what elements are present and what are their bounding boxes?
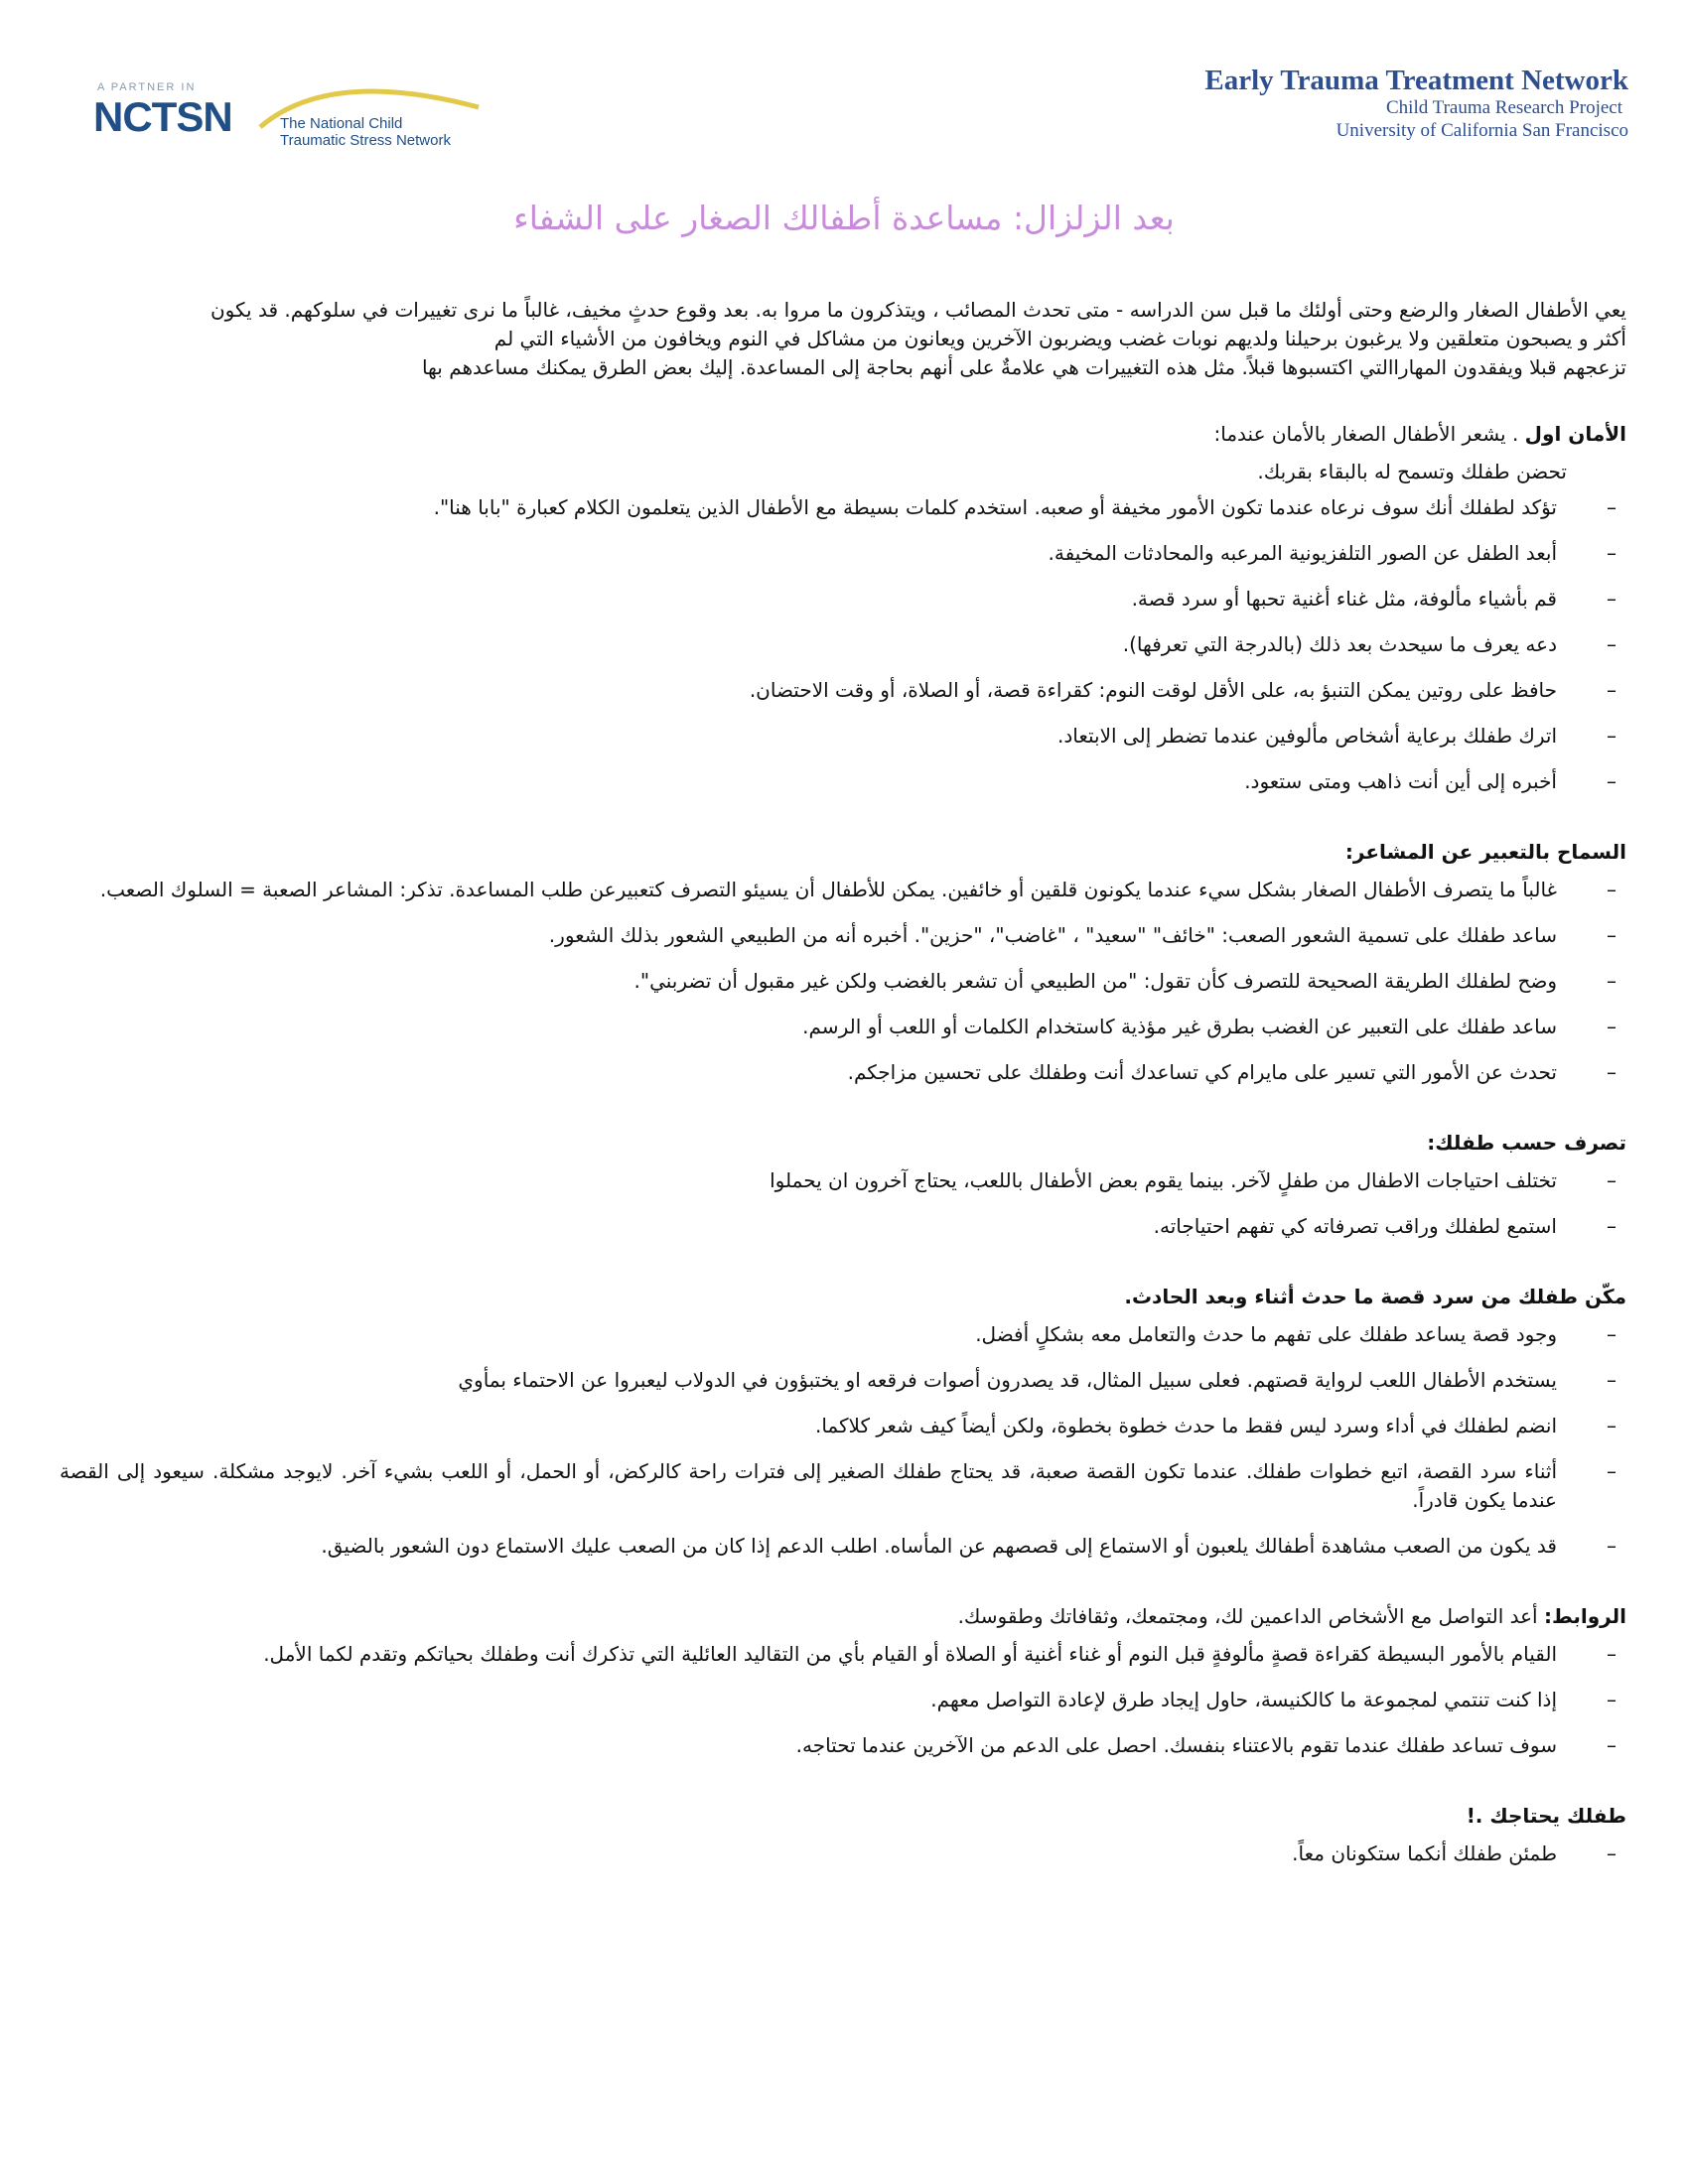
list-item-text: انضم لطفلك في أداء وسرد ليس فقط ما حدث خطوة بخطوة، ولكن أيضاً كيف شعر كلاكما. — [814, 1414, 1557, 1437]
dash-bullet-icon: – — [1607, 632, 1617, 656]
sections-container — [60, 420, 1626, 1868]
list-item — [60, 876, 1626, 904]
list-item-text: أثناء سرد القصة، اتبع خطوات طفلك. عندما تكون القصة صعبة، قد يحتاج طفلك الصغير إلى فترات راحة كالركض، أو الحمل، أو اللعب بشيء آخر. لايوجد مشكلة. سيعود إلى القصة عندما يكون قادراً. — [60, 1459, 1557, 1512]
logo-wordmark: NCTSN — [93, 93, 232, 140]
logo-partner-text: A PARTNER IN — [97, 81, 197, 93]
list-item-text: حافظ على روتين يمكن التنبؤ به، على الأقل لوقت النوم: كقراءة قصة، أو الصلاة، أو وقت الاحتضان. — [749, 678, 1557, 702]
section-heading-bold: طفلك يحتاجك .! — [1466, 1804, 1626, 1828]
dash-bullet-icon: – — [1607, 1322, 1617, 1346]
list-item-text: قم بأشياء مألوفة، مثل غناء أغنية تحبها أو سرد قصة. — [1131, 587, 1557, 611]
list-item-text: طمئن طفلك أنكما ستكونان معاً. — [1292, 1842, 1557, 1865]
document-body — [60, 296, 1626, 1885]
list-item — [60, 676, 1626, 705]
dash-bullet-icon: – — [1607, 1842, 1617, 1865]
section-heading-bold: مكّن طفلك من سرد قصة ما حدث أثناء وبعد الحادث. — [1124, 1285, 1626, 1308]
dash-bullet-icon: – — [1607, 495, 1617, 519]
bullet-list — [60, 1840, 1626, 1868]
list-item — [60, 1320, 1626, 1349]
list-item — [60, 1166, 1626, 1195]
section-heading-text: أعد التواصل مع الأشخاص الداعمين لك، ومجتمعك، وثقافاتك وطقوسك. — [957, 1604, 1544, 1628]
list-item — [60, 1532, 1626, 1561]
network-header — [1033, 64, 1628, 143]
list-item-text: تؤكد لطفلك أنك سوف نرعاه عندما تكون الأمور مخيفة أو صعبه. استخدم كلمات بسيطة مع الأطفال الذين يتعلمون الكلام كعبارة "بابا هنا". — [433, 495, 1557, 519]
list-item-text: أخبره إلى أين أنت ذاهب ومتى ستعود. — [1244, 769, 1557, 793]
dash-bullet-icon: – — [1607, 541, 1617, 565]
list-item-text: قد يكون من الصعب مشاهدة أطفالك يلعبون أو الاستماع إلى قصصهم عن المأساه. اطلب الدعم إذا كان من الصعب عليك الاستماع دون الشعور بالضيق. — [321, 1534, 1557, 1558]
dash-bullet-icon: – — [1607, 1060, 1617, 1084]
bullet-list — [60, 1166, 1626, 1241]
bullet-list — [60, 876, 1626, 1087]
dash-bullet-icon: – — [1607, 1414, 1617, 1437]
dash-bullet-icon: – — [1607, 724, 1617, 748]
list-item — [60, 722, 1626, 751]
list-item-text: ساعد طفلك على التعبير عن الغضب بطرق غير مؤذية كاستخدام الكلمات أو اللعب أو الرسم. — [802, 1015, 1557, 1038]
dash-bullet-icon: – — [1607, 1642, 1617, 1666]
network-title: Early Trauma Treatment Network — [1204, 65, 1628, 96]
section-heading-bold: تصرف حسب طفلك: — [1427, 1131, 1626, 1155]
dash-bullet-icon: – — [1607, 1459, 1617, 1483]
list-item — [60, 1366, 1626, 1395]
list-item — [60, 1457, 1626, 1515]
list-item-text: تختلف احتياجات الاطفال من طفلٍ لآخر. بينما يقوم بعض الأطفال باللعب، يحتاج آخرون ان يحملوا — [770, 1168, 1557, 1192]
list-item-text: دعه يعرف ما سيحدث بعد ذلك (بالدرجة التي تعرفها). — [1122, 632, 1557, 656]
list-item — [60, 1013, 1626, 1041]
list-item — [60, 493, 1626, 522]
section-heading-bold: الروابط: — [1543, 1604, 1626, 1628]
list-item — [60, 967, 1626, 996]
list-item-text: تحدث عن الأمور التي تسير على مايرام كي تساعدك أنت وطفلك على تحسين مزاجكم. — [847, 1060, 1557, 1084]
list-item-text: استمع لطفلك وراقب تصرفاته كي تفهم احتياجاته. — [1153, 1214, 1557, 1238]
university-name: University of California San Francisco — [1336, 120, 1628, 141]
intro-paragraph: يعي الأطفال الصغار والرضع وحتى أولئك ما قبل سن الدراسه - متى تحدث المصائب ، ويتذكرون ما مروا به. بعد وقوع حدثٍ مخيف، غالباً ما نرى تغييرات في سلوكهم. قد يكون أكثر و يصبحون متعلقين ولا يرغبون برحيلنا ولديهم نوبات غضب ويضربون الآخرين ويعانون من مشاكل في النوم ويخافون من الأشياء التي لم تزعجهم قبلا ويفقدون المهاراالتي اكتسبوها قبلاً. مثل هذه التغييرات هي علامةٌ على أنهم بحاجة إلى المساعدة. إليك بعض الطرق يمكنك مساعدهم بها — [210, 298, 1626, 379]
list-item-text: اترك طفلك برعاية أشخاص مألوفين عندما تضطر إلى الابتعاد. — [1057, 724, 1557, 748]
section — [60, 1802, 1626, 1868]
section — [60, 1283, 1626, 1561]
list-item — [60, 1840, 1626, 1868]
list-item — [60, 921, 1626, 950]
list-item — [60, 630, 1626, 659]
dash-bullet-icon: – — [1607, 923, 1617, 947]
dash-bullet-icon: – — [1607, 769, 1617, 793]
section — [60, 838, 1626, 1087]
list-item — [60, 1212, 1626, 1241]
dash-bullet-icon: – — [1607, 969, 1617, 993]
section-subline: تحضن طفلك وتسمح له بالبقاء بقربك. — [1257, 460, 1567, 483]
dash-bullet-icon: – — [1607, 678, 1617, 702]
list-item-text: سوف تساعد طفلك عندما تقوم بالاعتناء بنفسك. احصل على الدعم من الآخرين عندما تحتاجه. — [795, 1733, 1557, 1757]
dash-bullet-icon: – — [1607, 878, 1617, 901]
section-heading — [60, 1129, 1626, 1157]
dash-bullet-icon: – — [1607, 1688, 1617, 1711]
section — [60, 1602, 1626, 1760]
bullet-list — [60, 1640, 1626, 1760]
dash-bullet-icon: – — [1607, 587, 1617, 611]
list-item — [60, 1412, 1626, 1440]
list-item — [60, 1640, 1626, 1669]
list-item-text: غالباً ما يتصرف الأطفال الصغار بشكل سيء عندما يكونون قلقين أو خائفين. يمكن للأطفال أن يسيئو التصرف كتعبيرعن طلب المساعدة. تذكر: المشاعر الصعبة = السلوك الصعب. — [99, 878, 1557, 901]
bullet-list — [60, 493, 1626, 796]
section-heading — [60, 838, 1626, 866]
bullet-list — [60, 1320, 1626, 1561]
list-item-text: وجود قصة يساعد طفلك على تفهم ما حدث والتعامل معه بشكلٍ أفضل. — [975, 1322, 1557, 1346]
dash-bullet-icon: – — [1607, 1015, 1617, 1038]
section-heading — [60, 1283, 1626, 1310]
section-heading — [60, 420, 1626, 448]
list-item — [60, 767, 1626, 796]
dash-bullet-icon: – — [1607, 1168, 1617, 1192]
dash-bullet-icon: – — [1607, 1733, 1617, 1757]
nctsn-logo — [91, 81, 489, 161]
list-item-text: القيام بالأمور البسيطة كقراءة قصةٍ مألوفةٍ قبل النوم أو غناء أغنية أو الصلاة أو القيام بأي من التقاليد العائلية التي تذكرك أنت وطفلك بحياتكم وتقدم لكما الأمل. — [263, 1642, 1557, 1666]
list-item — [60, 1731, 1626, 1760]
list-item-text: أبعد الطفل عن الصور التلفزيونية المرعبه والمحادثات المخيفة. — [1048, 541, 1557, 565]
list-item — [60, 585, 1626, 614]
list-item — [60, 1058, 1626, 1087]
section-heading-text: . يشعر الأطفال الصغار بالأمان عندما: — [1213, 422, 1525, 446]
list-item — [60, 539, 1626, 568]
dash-bullet-icon: – — [1607, 1214, 1617, 1238]
list-item-text: يستخدم الأطفال اللعب لرواية قصتهم. فعلى سبيل المثال، قد يصدرون أصوات فرقعه او يختبؤون في الدولاب ليعبروا عن الاحتماء بمأوي — [458, 1368, 1557, 1392]
dash-bullet-icon: – — [1607, 1368, 1617, 1392]
list-item-text: إذا كنت تنتمي لمجموعة ما كالكنيسة، حاول إيجاد طرق لإعادة التواصل معهم. — [930, 1688, 1557, 1711]
list-item-text: ساعد طفلك على تسمية الشعور الصعب: "خائف" "سعيد" ، "غاضب"، "حزين". أخبره أنه من الطبيعي الشعور بذلك الشعور. — [548, 923, 1557, 947]
logo-org-name: The National Child Traumatic Stress Network — [280, 115, 451, 149]
list-item — [60, 1686, 1626, 1714]
section — [60, 420, 1626, 796]
dash-bullet-icon: – — [1607, 1534, 1617, 1558]
section-heading-bold: السماح بالتعبير عن المشاعر: — [1344, 840, 1626, 864]
section — [60, 1129, 1626, 1241]
project-name: Child Trauma Research Project — [1386, 97, 1622, 118]
section-heading-bold: الأمان اول — [1524, 422, 1626, 446]
section-heading — [60, 1602, 1626, 1630]
section-heading — [60, 1802, 1626, 1830]
document-title: بعد الزلزال: مساعدة أطفالك الصغار على الشفاء — [513, 199, 1175, 237]
list-item-text: وضح لطفلك الطريقة الصحيحة للتصرف كأن تقول: "من الطبيعي أن تشعر بالغضب ولكن غير مقبول أن تضربني". — [633, 969, 1557, 993]
